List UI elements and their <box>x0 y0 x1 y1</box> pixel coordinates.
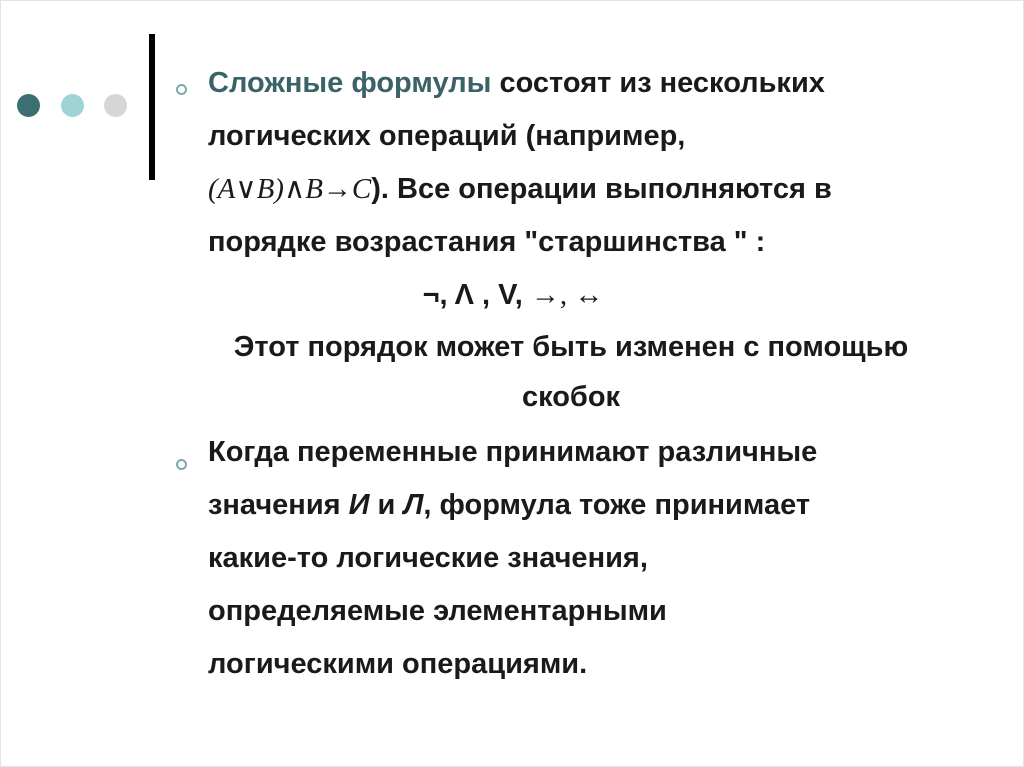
op-conjunction: Λ , <box>454 279 499 311</box>
paragraph-line: порядке возрастания "старшинства " : <box>208 226 766 258</box>
bullet-ring-icon <box>176 84 187 95</box>
op-implication: →, <box>530 279 575 311</box>
paragraph-line: логических операций (например, <box>208 120 686 152</box>
bullet-paragraph-complex-formulas <box>208 57 968 269</box>
text-span: значения <box>208 489 349 521</box>
op-negation: ¬, <box>422 279 455 311</box>
text-span: и <box>369 489 404 521</box>
decor-dot-gray <box>104 94 127 117</box>
op-equivalence: ↔ <box>574 279 604 311</box>
text-span: , формула тоже принимает <box>423 489 811 521</box>
highlight-term: Сложные формулы <box>208 67 492 99</box>
bullet-ring-icon <box>176 459 187 470</box>
formula-example: (A∨B)∧B→C <box>208 173 372 205</box>
bullet-paragraph-truth-values <box>208 426 968 691</box>
false-value-letter: Л <box>403 489 424 521</box>
op-disjunction: V, <box>498 279 531 311</box>
operator-precedence-list <box>1 269 1024 322</box>
paragraph-line <box>208 163 968 216</box>
text-span: состоят из нескольких <box>491 67 825 99</box>
paragraph-line: логическими операциями. <box>208 648 588 680</box>
paragraph-line <box>208 479 968 532</box>
parentheses-note <box>141 322 1001 422</box>
decor-dot-light <box>61 94 84 117</box>
decor-dot-dark <box>17 94 40 117</box>
paragraph-line: Когда переменные принимают различные <box>208 436 818 468</box>
true-value-letter: И <box>348 489 370 521</box>
text-span: ). Все операции выполняются в <box>371 173 832 205</box>
note-line: скобок <box>521 381 621 413</box>
paragraph-line: какие-то логические значения, <box>208 542 648 574</box>
decor-vertical-bar <box>149 34 155 180</box>
paragraph-line: определяемые элементарными <box>208 595 667 627</box>
paragraph-line <box>208 57 968 110</box>
note-line: Этот порядок может быть изменен с помощью <box>233 331 909 363</box>
